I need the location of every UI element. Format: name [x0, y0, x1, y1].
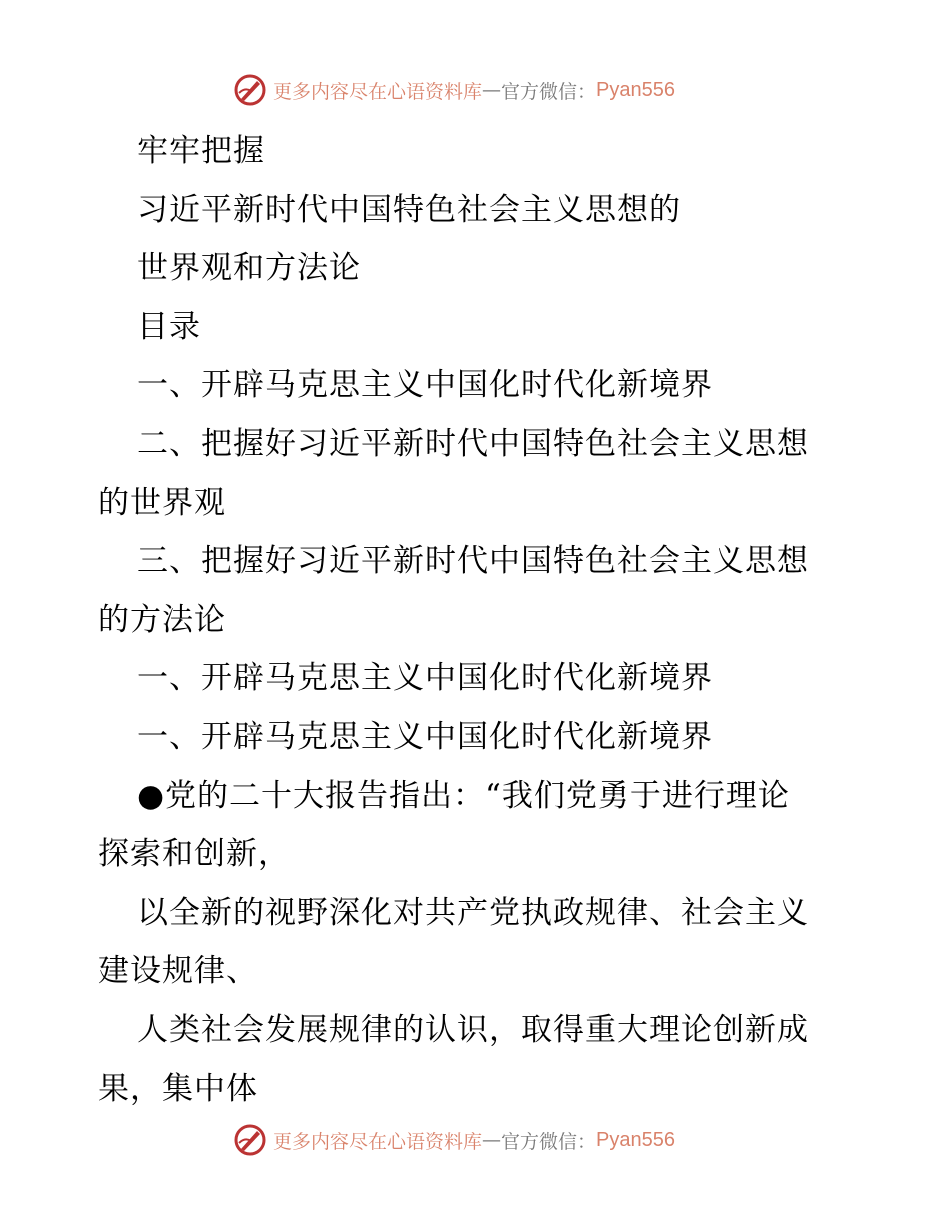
text-line: 三、把握好习近平新时代中国特色社会主义思想 — [137, 543, 809, 580]
text-line: 一、开辟马克思主义中国化时代化新境界 — [137, 660, 713, 697]
footer-watermark-banner — [233, 1120, 675, 1160]
banner-site-text: 更多内容尽在心语资料库 — [273, 1130, 483, 1153]
text-line: 一、开辟马克思主义中国化时代化新境界 — [137, 367, 713, 404]
text-line: 一、开辟马克思主义中国化时代化新境界 — [137, 718, 713, 755]
header-watermark-banner — [233, 70, 675, 110]
text-line: 牢牢把握 — [137, 133, 265, 169]
text-line: 以全新的视野深化对共产党执政规律、社会主义 — [137, 894, 809, 931]
text-line: 世界观和方法论 — [137, 250, 361, 287]
text-line: 人类社会发展规律的认识，取得重大理论创新成 — [137, 1011, 809, 1048]
banner-wechat-label: 官方微信： — [501, 80, 597, 103]
banner-wechat-id: Pyan556 — [596, 78, 675, 101]
text-line: 探索和创新， — [98, 836, 290, 873]
banner-dash: — — [482, 79, 502, 101]
text-line: 目录 — [137, 308, 201, 345]
text-line: 果，集中体 — [98, 1070, 258, 1107]
text-line: 习近平新时代中国特色社会主义思想的 — [137, 191, 681, 228]
banner-dash: — — [482, 1129, 502, 1151]
banner-site-text: 更多内容尽在心语资料库 — [273, 80, 483, 103]
text-line: 的方法论 — [98, 601, 226, 638]
quill-logo-icon — [233, 1123, 267, 1157]
text-line: 建设规律、 — [98, 953, 258, 990]
text-line: 的世界观 — [98, 484, 226, 521]
text-line: 二、把握好习近平新时代中国特色社会主义思想 — [137, 425, 809, 462]
banner-wechat-label: 官方微信： — [501, 1130, 597, 1153]
quill-logo-icon — [233, 73, 267, 107]
document-body — [98, 122, 858, 1118]
banner-wechat-id: Pyan556 — [596, 1128, 675, 1151]
text-line: ●党的二十大报告指出：“我们党勇于进行理论 — [137, 777, 790, 814]
